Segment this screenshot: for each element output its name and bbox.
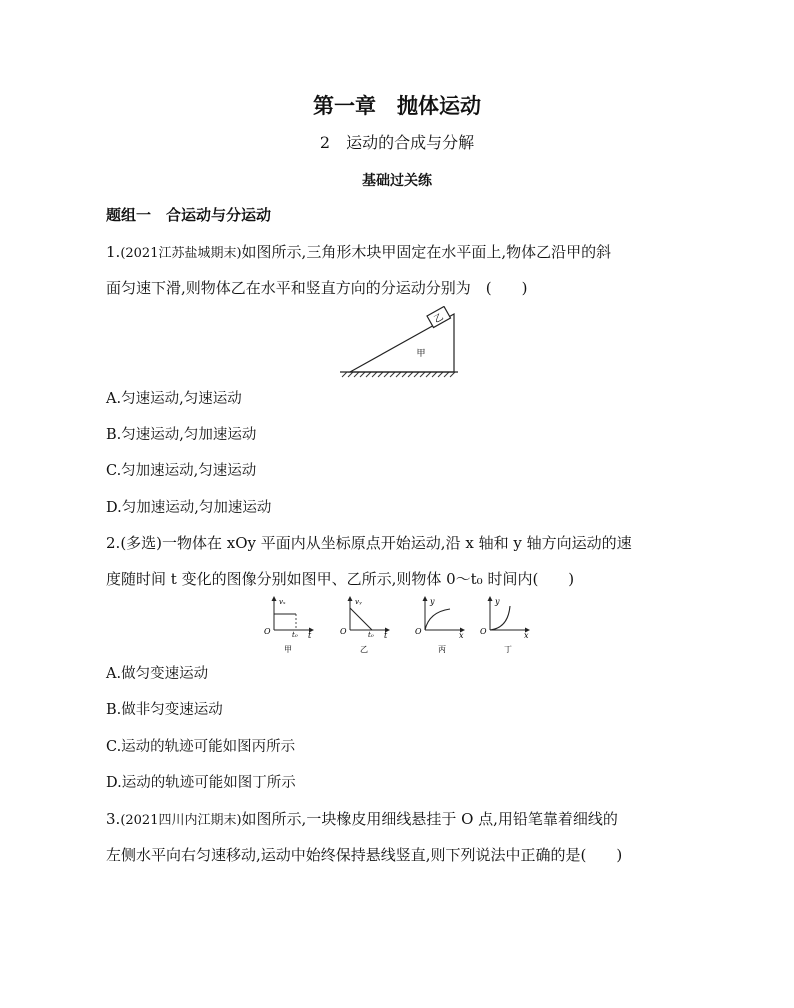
- q2-line1: [106, 532, 632, 553]
- graph-bing-ylabel: y: [430, 597, 435, 606]
- graph-jia: [264, 597, 313, 654]
- graph-yi-origin: O: [340, 627, 347, 636]
- group1-title: 题组一 合运动与分运动: [106, 206, 272, 224]
- q1-option-c: C.匀加速运动,匀速运动: [106, 463, 257, 479]
- graph-yi-caption: 乙: [360, 645, 368, 654]
- graph-ding-xlabel: x: [524, 631, 529, 640]
- section-title: 2 运动的合成与分解: [319, 133, 475, 152]
- q2-line2: 度随时间 t 变化的图像分别如图甲、乙所示,则物体 0～t₀ 时间内( ): [106, 570, 575, 588]
- q3-line1: [106, 808, 618, 829]
- graph-jia-xlabel: t: [308, 631, 312, 640]
- q1-number: 1.: [106, 243, 121, 261]
- q2-graphs-figure: [258, 594, 538, 654]
- practice-label: 基础过关练: [362, 173, 432, 189]
- graph-yi-xlabel: t: [384, 631, 388, 640]
- q3-text-1: 如图所示,一块橡皮用细线悬挂于 O 点,用铅笔靠着细线的: [241, 810, 618, 828]
- ground-hatch: [342, 372, 455, 377]
- graph-bing: [415, 597, 464, 654]
- graph-yi-ylabel: vᵧ: [355, 598, 362, 606]
- wedge-label: 甲: [416, 349, 426, 359]
- q3-source: (2021四川内江期末): [120, 813, 242, 828]
- q1-incline-figure: [338, 306, 463, 378]
- graph-ding: [480, 597, 529, 654]
- graph-jia-origin: O: [264, 627, 271, 636]
- graph-jia-tick: t₀: [292, 631, 298, 639]
- q1-option-d: D.匀加速运动,匀加速运动: [106, 500, 272, 516]
- q2-tag: (多选): [120, 534, 163, 552]
- q1-source: (2021江苏盐城期末): [120, 246, 242, 261]
- graph-ding-ylabel: y: [495, 597, 500, 606]
- graph-jia-ylabel: vₓ: [279, 598, 286, 606]
- q3-number: 3.: [106, 810, 121, 828]
- graph-bing-caption: 丙: [438, 645, 446, 654]
- q2-option-d: D.运动的轨迹可能如图丁所示: [106, 775, 296, 791]
- q1-option-a: A.匀速运动,匀速运动: [106, 391, 242, 407]
- q3-line2: 左侧水平向右匀速移动,运动中始终保持悬线竖直,则下列说法中正确的是( ): [106, 846, 623, 864]
- graph-bing-xlabel: x: [459, 631, 464, 640]
- q1-line2: 面匀速下滑,则物体乙在水平和竖直方向的分运动分别为 ( ): [106, 279, 528, 297]
- q2-text-1: 一物体在 xOy 平面内从坐标原点开始运动,沿 x 轴和 y 轴方向运动的速: [162, 534, 632, 552]
- q2-option-a: A.做匀变速运动: [106, 666, 209, 682]
- q1-line1: [106, 241, 611, 262]
- q1-option-b: B.匀速运动,匀加速运动: [106, 427, 257, 443]
- trajectory-concave-down: [425, 609, 450, 630]
- q1-text-1: 如图所示,三角形木块甲固定在水平面上,物体乙沿甲的斜: [241, 243, 612, 261]
- q2-option-c: C.运动的轨迹可能如图丙所示: [106, 739, 296, 755]
- graph-ding-caption: 丁: [504, 645, 512, 654]
- block-label: 乙: [432, 312, 446, 326]
- q2-number: 2.: [106, 534, 121, 552]
- graph-yi: [340, 597, 389, 654]
- q2-option-b: B.做非匀变速运动: [106, 702, 223, 718]
- vy-line: [350, 608, 372, 630]
- graph-bing-origin: O: [415, 627, 422, 636]
- chapter-title: 第一章 抛体运动: [313, 93, 481, 118]
- trajectory-concave-up: [490, 606, 510, 630]
- graph-ding-origin: O: [480, 627, 487, 636]
- graph-jia-caption: 甲: [284, 645, 292, 654]
- graph-yi-tick: t₀: [368, 631, 374, 639]
